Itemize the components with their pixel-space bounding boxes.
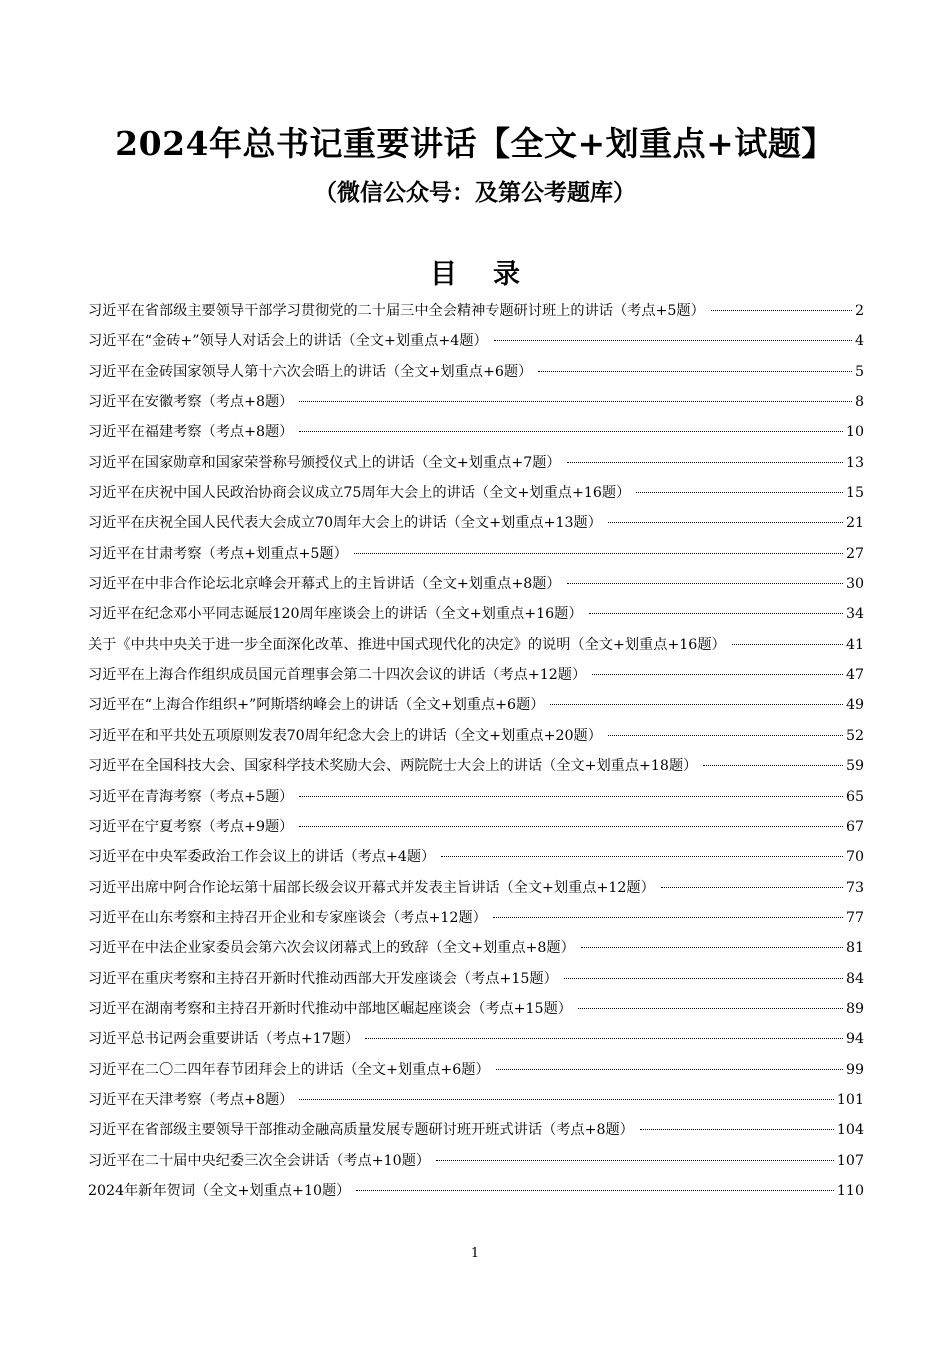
toc-leader-dots — [564, 978, 843, 979]
toc-entry-page: 8 — [854, 394, 864, 411]
toc-leader-dots — [441, 856, 843, 857]
toc-entry[interactable] — [88, 569, 864, 599]
toc-entry[interactable] — [88, 994, 864, 1024]
toc-entry-title: 习近平在上海合作组织成员国元首理事会第二十四次会议的讲话（考点+12题） — [88, 667, 587, 684]
toc-entry[interactable] — [88, 326, 864, 356]
toc-entry[interactable] — [88, 387, 864, 417]
toc-entry-title: 习近平总书记两会重要讲话（考点+17题） — [88, 1031, 360, 1048]
toc-leader-dots — [711, 310, 852, 311]
toc-entry-title: 习近平在二十届中央纪委三次全会讲话（考点+10题） — [88, 1152, 431, 1169]
toc-entry-page: 81 — [845, 940, 864, 957]
toc-leader-dots — [299, 826, 843, 827]
toc-entry[interactable] — [88, 599, 864, 629]
toc-entry-title: 习近平出席中阿合作论坛第十届部长级会议开幕式并发表主旨讲话（全文+划重点+12题） — [88, 879, 655, 896]
toc-entry-title: 习近平在庆祝中国人民政治协商会议成立75周年大会上的讲话（全文+划重点+16题） — [88, 485, 631, 502]
toc-leader-dots — [567, 583, 843, 584]
toc-entry-page: 84 — [845, 970, 864, 987]
document-title: 2024年总书记重要讲话【全文+划重点+试题】 — [115, 124, 835, 163]
toc-entry-title: 习近平在省部级主要领导干部推动金融高质量发展专题研讨班开班式讲话（考点+8题） — [88, 1122, 634, 1139]
document-subtitle: （微信公众号：及第公考题库） — [314, 179, 636, 206]
toc-entry-title: 习近平在国家勋章和国家荣誉称号颁授仪式上的讲话（全文+划重点+7题） — [88, 454, 561, 471]
toc-entry-title: 习近平在中非合作论坛北京峰会开幕式上的主旨讲话（全文+划重点+8题） — [88, 576, 561, 593]
toc-entry-page: 21 — [845, 515, 864, 532]
toc-entry[interactable] — [88, 782, 864, 812]
toc-entry[interactable] — [88, 357, 864, 387]
toc-leader-dots — [567, 462, 843, 463]
toc-entry-title: 习近平在安徽考察（考点+8题） — [88, 394, 294, 411]
toc-entry[interactable] — [88, 1055, 864, 1085]
toc-entry-title: 关于《中共中央关于进一步全面深化改革、推进中国式现代化的决定》的说明（全文+划重点+16题） — [88, 636, 726, 653]
toc-entry-title: 习近平在重庆考察和主持召开新时代推动西部大开发座谈会（考点+15题） — [88, 970, 558, 987]
toc-leader-dots — [299, 1099, 834, 1100]
toc-leader-dots — [636, 492, 843, 493]
toc-entry-title: 习近平在“上海合作组织+”阿斯塔纳峰会上的讲话（全文+划重点+6题） — [88, 697, 545, 714]
toc-entry-page: 52 — [845, 727, 864, 744]
toc-entry-page: 107 — [836, 1152, 864, 1169]
toc-entry-page: 73 — [845, 879, 864, 896]
toc-entry-title: 习近平在纪念邓小平同志诞辰120周年座谈会上的讲话（全文+划重点+16题） — [88, 606, 583, 623]
toc-entry-title: 习近平在天津考察（考点+8题） — [88, 1091, 294, 1108]
toc-entry-title: 习近平在全国科技大会、国家科学技术奖励大会、两院院士大会上的讲话（全文+划重点+18题） — [88, 758, 698, 775]
toc-entry[interactable] — [88, 751, 864, 781]
toc-entry-title: 习近平在中法企业家委员会第六次会议闭幕式上的致辞（全文+划重点+8题） — [88, 940, 575, 957]
toc-entry-title: 习近平在湖南考察和主持召开新时代推动中部地区崛起座谈会（考点+15题） — [88, 1000, 572, 1017]
toc-leader-dots — [494, 340, 852, 341]
toc-leader-dots — [299, 431, 843, 432]
toc-entry-page: 110 — [836, 1182, 864, 1199]
toc-entry-title: 习近平在甘肃考察（考点+划重点+5题） — [88, 545, 348, 562]
toc-entry[interactable] — [88, 964, 864, 994]
toc-heading: 目录 — [430, 259, 556, 290]
toc-leader-dots — [493, 917, 843, 918]
toc-entry-page: 5 — [854, 363, 864, 380]
toc-entry[interactable] — [88, 933, 864, 963]
toc-entry-title: 习近平在中央军委政治工作会议上的讲话（考点+4题） — [88, 849, 436, 866]
toc-entry[interactable] — [88, 721, 864, 751]
toc-leader-dots — [299, 796, 843, 797]
toc-leader-dots — [581, 947, 843, 948]
toc-entry-page: 99 — [845, 1061, 864, 1078]
toc-entry-page: 4 — [854, 333, 864, 350]
toc-entry[interactable] — [88, 873, 864, 903]
toc-entry[interactable] — [88, 448, 864, 478]
toc-entry-page: 89 — [845, 1000, 864, 1017]
toc-entry-page: 101 — [836, 1091, 864, 1108]
toc-entry-page: 67 — [845, 818, 864, 835]
toc-entry-title: 习近平在青海考察（考点+5题） — [88, 788, 294, 805]
toc-leader-dots — [661, 887, 843, 888]
toc-leader-dots — [732, 644, 843, 645]
toc-leader-dots — [578, 1008, 843, 1009]
toc-entry-page: 34 — [845, 606, 864, 623]
toc-entry-page: 27 — [845, 545, 864, 562]
toc-leader-dots — [436, 1160, 834, 1161]
toc-entry-page: 59 — [845, 758, 864, 775]
toc-entry-page: 30 — [845, 576, 864, 593]
toc-entry[interactable] — [88, 690, 864, 720]
toc-entry-page: 104 — [836, 1122, 864, 1139]
toc-entry[interactable] — [88, 1024, 864, 1054]
table-of-contents — [88, 296, 864, 1206]
toc-entry-page: 65 — [845, 788, 864, 805]
toc-entry[interactable] — [88, 1115, 864, 1145]
toc-entry-page: 94 — [845, 1031, 864, 1048]
toc-leader-dots — [640, 1129, 834, 1130]
toc-entry-title: 习近平在宁夏考察（考点+9题） — [88, 818, 294, 835]
toc-entry[interactable] — [88, 903, 864, 933]
toc-entry-page: 70 — [845, 849, 864, 866]
toc-entry-title: 习近平在庆祝全国人民代表大会成立70周年大会上的讲话（全文+划重点+13题） — [88, 515, 602, 532]
toc-entry-title: 2024年新年贺词（全文+划重点+10题） — [88, 1182, 351, 1199]
toc-leader-dots — [538, 371, 852, 372]
toc-entry-page: 41 — [845, 636, 864, 653]
toc-entry-page: 47 — [845, 667, 864, 684]
toc-entry-page: 13 — [845, 454, 864, 471]
toc-entry[interactable] — [88, 508, 864, 538]
toc-entry[interactable] — [88, 630, 864, 660]
toc-entry[interactable] — [88, 539, 864, 569]
toc-leader-dots — [703, 765, 843, 766]
toc-leader-dots — [354, 553, 843, 554]
toc-leader-dots — [550, 704, 842, 705]
toc-entry[interactable] — [88, 296, 864, 326]
toc-leader-dots — [496, 1069, 843, 1070]
toc-leader-dots — [365, 1038, 843, 1039]
toc-entry-title: 习近平在省部级主要领导干部学习贯彻党的二十届三中全会精神专题研讨班上的讲话（考点+5题） — [88, 303, 705, 319]
toc-entry[interactable] — [88, 478, 864, 508]
toc-entry-page: 10 — [845, 424, 864, 441]
toc-entry[interactable] — [88, 1085, 864, 1115]
toc-entry[interactable] — [88, 812, 864, 842]
toc-entry[interactable] — [88, 842, 864, 872]
toc-entry[interactable] — [88, 660, 864, 690]
toc-entry-title: 习近平在和平共处五项原则发表70周年纪念大会上的讲话（全文+划重点+20题） — [88, 727, 602, 744]
toc-leader-dots — [299, 401, 852, 402]
toc-entry-title: 习近平在二〇二四年春节团拜会上的讲话（全文+划重点+6题） — [88, 1061, 490, 1078]
toc-leader-dots — [356, 1190, 834, 1191]
toc-entry-title: 习近平在“金砖+”领导人对话会上的讲话（全文+划重点+4题） — [88, 333, 488, 350]
toc-entry-page: 77 — [845, 909, 864, 926]
toc-leader-dots — [592, 674, 843, 675]
toc-entry-title: 习近平在福建考察（考点+8题） — [88, 424, 294, 441]
toc-entry-page: 15 — [845, 485, 864, 502]
toc-entry-page: 49 — [845, 697, 864, 714]
page-number: 1 — [470, 1246, 480, 1261]
toc-leader-dots — [608, 735, 843, 736]
toc-entry-title: 习近平在山东考察和主持召开企业和专家座谈会（考点+12题） — [88, 909, 487, 926]
toc-entry[interactable] — [88, 1146, 864, 1176]
toc-entry-title: 习近平在金砖国家领导人第十六次会晤上的讲话（全文+划重点+6题） — [88, 363, 533, 380]
toc-leader-dots — [589, 613, 843, 614]
toc-entry[interactable] — [88, 1176, 864, 1206]
toc-leader-dots — [608, 522, 843, 523]
toc-entry-page: 2 — [854, 303, 864, 319]
toc-entry[interactable] — [88, 417, 864, 447]
